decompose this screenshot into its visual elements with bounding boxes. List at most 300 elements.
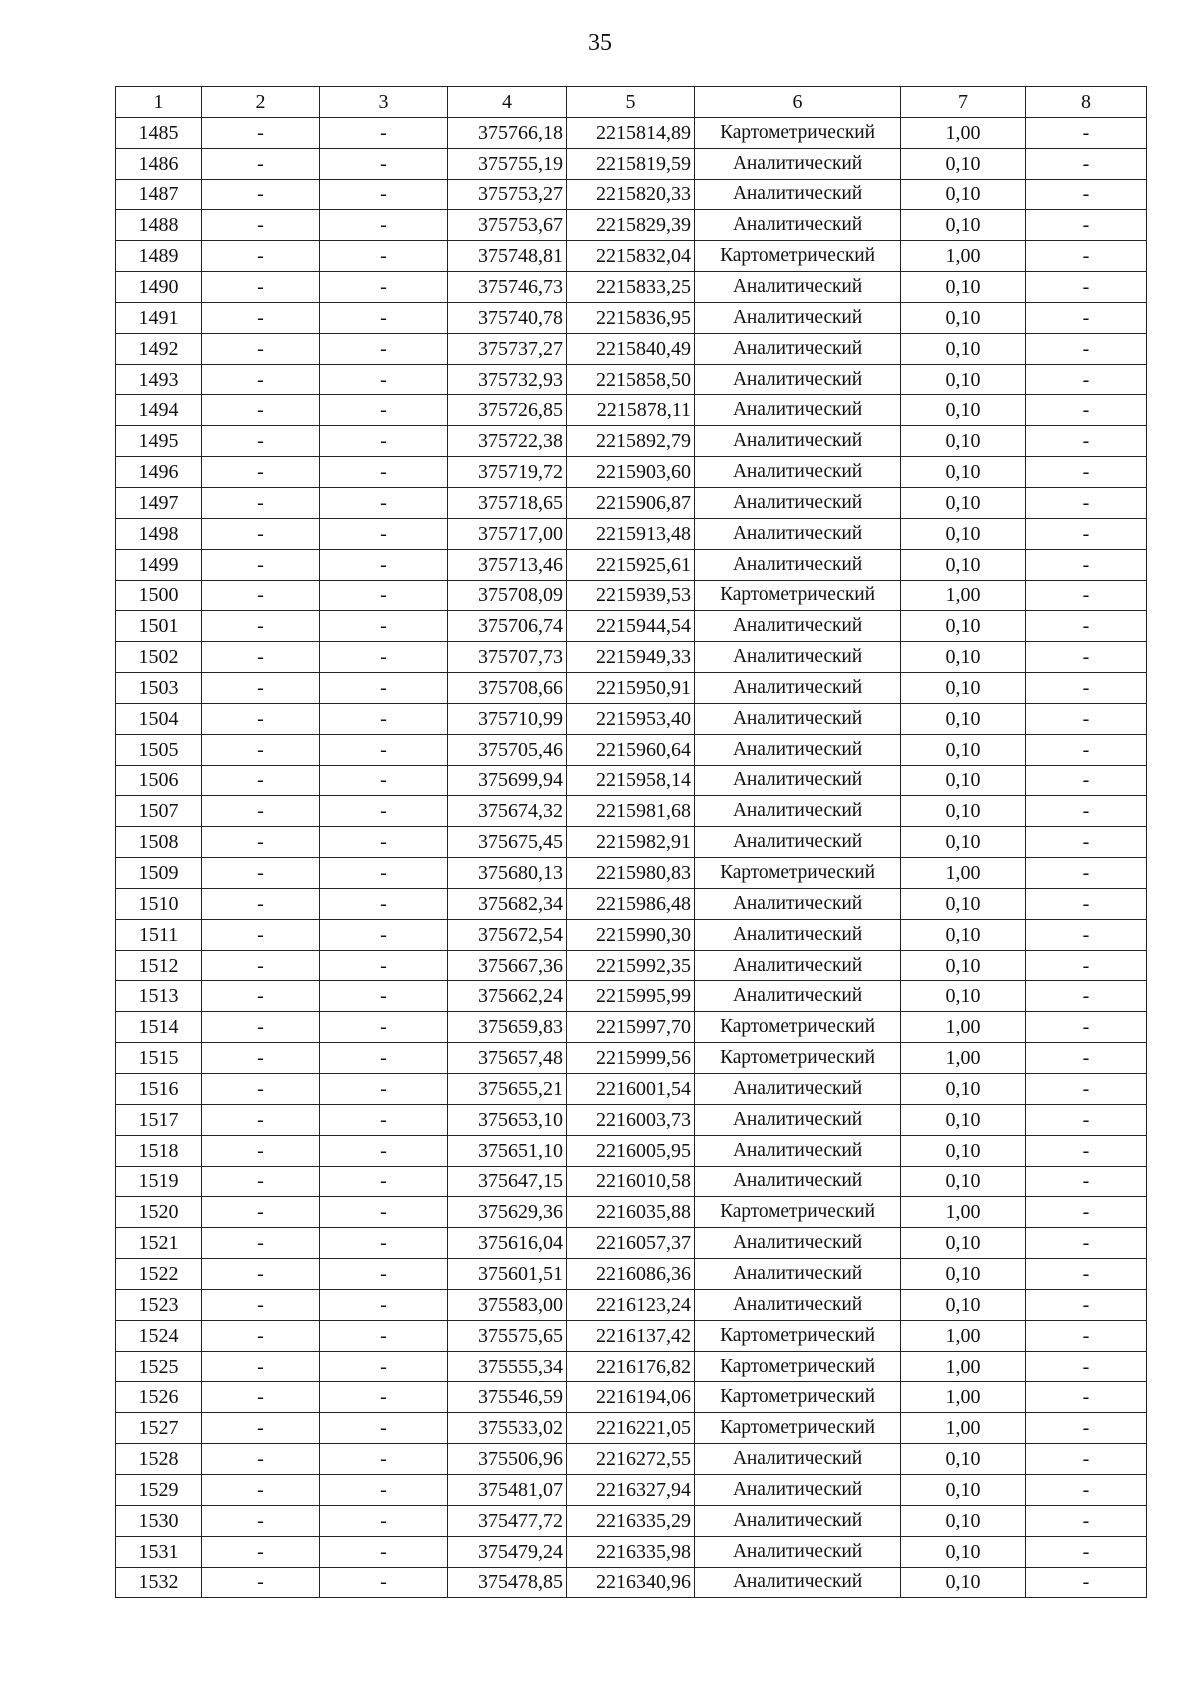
x-coordinate-cell: 375726,85	[448, 395, 567, 426]
col3-cell: -	[320, 1228, 448, 1259]
x-coordinate-cell: 375533,02	[448, 1413, 567, 1444]
table-row	[116, 765, 1147, 796]
col3-cell: -	[320, 1320, 448, 1351]
x-coordinate-cell: 375629,36	[448, 1197, 567, 1228]
table-row	[116, 117, 1147, 148]
col2-cell: -	[202, 1074, 320, 1105]
y-coordinate-cell: 2215949,33	[567, 642, 695, 673]
x-coordinate-cell: 375719,72	[448, 457, 567, 488]
y-coordinate-cell: 2215982,91	[567, 827, 695, 858]
table-row	[116, 1104, 1147, 1135]
col8-cell: -	[1026, 117, 1147, 148]
method-cell: Аналитический	[695, 210, 901, 241]
x-coordinate-cell: 375575,65	[448, 1320, 567, 1351]
method-cell: Картометрический	[695, 1043, 901, 1074]
accuracy-cell: 1,00	[901, 1382, 1026, 1413]
y-coordinate-cell: 2215960,64	[567, 734, 695, 765]
col2-cell: -	[202, 1444, 320, 1475]
table-row	[116, 642, 1147, 673]
point-number-cell: 1490	[116, 272, 202, 303]
col2-cell: -	[202, 1043, 320, 1074]
col8-cell: -	[1026, 673, 1147, 704]
x-coordinate-cell: 375477,72	[448, 1505, 567, 1536]
accuracy-cell: 0,10	[901, 796, 1026, 827]
col8-cell: -	[1026, 1320, 1147, 1351]
x-coordinate-cell: 375732,93	[448, 364, 567, 395]
col2-cell: -	[202, 888, 320, 919]
method-cell: Картометрический	[695, 858, 901, 889]
col3-cell: -	[320, 827, 448, 858]
col3-cell: -	[320, 1351, 448, 1382]
point-number-cell: 1501	[116, 611, 202, 642]
col2-cell: -	[202, 1351, 320, 1382]
point-number-cell: 1518	[116, 1135, 202, 1166]
method-cell: Аналитический	[695, 272, 901, 303]
x-coordinate-cell: 375746,73	[448, 272, 567, 303]
col2-cell: -	[202, 1166, 320, 1197]
point-number-cell: 1513	[116, 981, 202, 1012]
col2-cell: -	[202, 827, 320, 858]
col3-cell: -	[320, 950, 448, 981]
x-coordinate-cell: 375481,07	[448, 1474, 567, 1505]
col8-cell: -	[1026, 981, 1147, 1012]
table-row	[116, 1259, 1147, 1290]
col8-cell: -	[1026, 364, 1147, 395]
method-cell: Аналитический	[695, 1444, 901, 1475]
accuracy-cell: 1,00	[901, 1351, 1026, 1382]
accuracy-cell: 1,00	[901, 580, 1026, 611]
method-cell: Аналитический	[695, 1166, 901, 1197]
method-cell: Аналитический	[695, 673, 901, 704]
col3-cell: -	[320, 703, 448, 734]
col8-cell: -	[1026, 148, 1147, 179]
method-cell: Аналитический	[695, 611, 901, 642]
x-coordinate-cell: 375753,67	[448, 210, 567, 241]
x-coordinate-cell: 375680,13	[448, 858, 567, 889]
col3-cell: -	[320, 642, 448, 673]
col3-cell: -	[320, 302, 448, 333]
point-number-cell: 1520	[116, 1197, 202, 1228]
point-number-cell: 1495	[116, 426, 202, 457]
col8-cell: -	[1026, 1197, 1147, 1228]
point-number-cell: 1496	[116, 457, 202, 488]
col3-cell: -	[320, 888, 448, 919]
y-coordinate-cell: 2215836,95	[567, 302, 695, 333]
method-cell: Картометрический	[695, 580, 901, 611]
method-cell: Аналитический	[695, 179, 901, 210]
y-coordinate-cell: 2215833,25	[567, 272, 695, 303]
method-cell: Картометрический	[695, 117, 901, 148]
table-row	[116, 734, 1147, 765]
accuracy-cell: 1,00	[901, 1320, 1026, 1351]
col3-cell: -	[320, 210, 448, 241]
y-coordinate-cell: 2216057,37	[567, 1228, 695, 1259]
accuracy-cell: 0,10	[901, 765, 1026, 796]
point-number-cell: 1494	[116, 395, 202, 426]
method-cell: Аналитический	[695, 919, 901, 950]
col2-cell: -	[202, 179, 320, 210]
method-cell: Аналитический	[695, 1567, 901, 1598]
point-number-cell: 1529	[116, 1474, 202, 1505]
col2-cell: -	[202, 272, 320, 303]
method-cell: Аналитический	[695, 148, 901, 179]
y-coordinate-cell: 2216194,06	[567, 1382, 695, 1413]
y-coordinate-cell: 2215814,89	[567, 117, 695, 148]
col3-cell: -	[320, 1536, 448, 1567]
col8-cell: -	[1026, 426, 1147, 457]
table-row	[116, 333, 1147, 364]
x-coordinate-cell: 375672,54	[448, 919, 567, 950]
table-row	[116, 703, 1147, 734]
y-coordinate-cell: 2216221,05	[567, 1413, 695, 1444]
method-cell: Аналитический	[695, 1289, 901, 1320]
col8-cell: -	[1026, 1289, 1147, 1320]
col2-cell: -	[202, 734, 320, 765]
table-row	[116, 1413, 1147, 1444]
y-coordinate-cell: 2216003,73	[567, 1104, 695, 1135]
col8-cell: -	[1026, 1567, 1147, 1598]
y-coordinate-cell: 2215878,11	[567, 395, 695, 426]
y-coordinate-cell: 2215981,68	[567, 796, 695, 827]
accuracy-cell: 0,10	[901, 148, 1026, 179]
x-coordinate-cell: 375478,85	[448, 1567, 567, 1598]
y-coordinate-cell: 2215950,91	[567, 673, 695, 704]
point-number-cell: 1502	[116, 642, 202, 673]
table-row	[116, 1382, 1147, 1413]
y-coordinate-cell: 2215820,33	[567, 179, 695, 210]
x-coordinate-cell: 375659,83	[448, 1012, 567, 1043]
point-number-cell: 1515	[116, 1043, 202, 1074]
accuracy-cell: 0,10	[901, 1474, 1026, 1505]
accuracy-cell: 0,10	[901, 210, 1026, 241]
accuracy-cell: 0,10	[901, 919, 1026, 950]
col8-cell: -	[1026, 642, 1147, 673]
accuracy-cell: 0,10	[901, 1289, 1026, 1320]
x-coordinate-cell: 375583,00	[448, 1289, 567, 1320]
point-number-cell: 1522	[116, 1259, 202, 1290]
point-number-cell: 1507	[116, 796, 202, 827]
y-coordinate-cell: 2216035,88	[567, 1197, 695, 1228]
y-coordinate-cell: 2215986,48	[567, 888, 695, 919]
col3-cell: -	[320, 1197, 448, 1228]
method-cell: Аналитический	[695, 487, 901, 518]
method-cell: Аналитический	[695, 703, 901, 734]
col3-cell: -	[320, 1567, 448, 1598]
table-row	[116, 302, 1147, 333]
col8-cell: -	[1026, 272, 1147, 303]
column-header: 6	[695, 87, 901, 118]
y-coordinate-cell: 2216086,36	[567, 1259, 695, 1290]
point-number-cell: 1512	[116, 950, 202, 981]
method-cell: Картометрический	[695, 1382, 901, 1413]
col8-cell: -	[1026, 1104, 1147, 1135]
accuracy-cell: 1,00	[901, 117, 1026, 148]
table-row	[116, 1505, 1147, 1536]
column-header: 8	[1026, 87, 1147, 118]
col3-cell: -	[320, 457, 448, 488]
accuracy-cell: 0,10	[901, 734, 1026, 765]
accuracy-cell: 1,00	[901, 1413, 1026, 1444]
method-cell: Аналитический	[695, 1505, 901, 1536]
col8-cell: -	[1026, 919, 1147, 950]
point-number-cell: 1516	[116, 1074, 202, 1105]
col3-cell: -	[320, 765, 448, 796]
x-coordinate-cell: 375699,94	[448, 765, 567, 796]
col2-cell: -	[202, 549, 320, 580]
accuracy-cell: 1,00	[901, 858, 1026, 889]
y-coordinate-cell: 2215892,79	[567, 426, 695, 457]
x-coordinate-cell: 375713,46	[448, 549, 567, 580]
accuracy-cell: 0,10	[901, 1505, 1026, 1536]
col3-cell: -	[320, 364, 448, 395]
y-coordinate-cell: 2216001,54	[567, 1074, 695, 1105]
x-coordinate-cell: 375705,46	[448, 734, 567, 765]
x-coordinate-cell: 375657,48	[448, 1043, 567, 1074]
x-coordinate-cell: 375479,24	[448, 1536, 567, 1567]
col2-cell: -	[202, 364, 320, 395]
x-coordinate-cell: 375707,73	[448, 642, 567, 673]
x-coordinate-cell: 375616,04	[448, 1228, 567, 1259]
accuracy-cell: 0,10	[901, 1104, 1026, 1135]
table-row	[116, 1012, 1147, 1043]
col3-cell: -	[320, 1505, 448, 1536]
col2-cell: -	[202, 796, 320, 827]
table-row	[116, 1444, 1147, 1475]
column-header: 4	[448, 87, 567, 118]
col2-cell: -	[202, 241, 320, 272]
col8-cell: -	[1026, 210, 1147, 241]
col2-cell: -	[202, 642, 320, 673]
y-coordinate-cell: 2215980,83	[567, 858, 695, 889]
col8-cell: -	[1026, 1228, 1147, 1259]
col3-cell: -	[320, 1259, 448, 1290]
col3-cell: -	[320, 395, 448, 426]
col3-cell: -	[320, 734, 448, 765]
y-coordinate-cell: 2215995,99	[567, 981, 695, 1012]
x-coordinate-cell: 375755,19	[448, 148, 567, 179]
table-row	[116, 1074, 1147, 1105]
accuracy-cell: 0,10	[901, 703, 1026, 734]
x-coordinate-cell: 375740,78	[448, 302, 567, 333]
accuracy-cell: 1,00	[901, 241, 1026, 272]
x-coordinate-cell: 375748,81	[448, 241, 567, 272]
accuracy-cell: 1,00	[901, 1043, 1026, 1074]
column-header: 2	[202, 87, 320, 118]
accuracy-cell: 0,10	[901, 673, 1026, 704]
col2-cell: -	[202, 1012, 320, 1043]
y-coordinate-cell: 2216272,55	[567, 1444, 695, 1475]
col3-cell: -	[320, 1135, 448, 1166]
accuracy-cell: 0,10	[901, 642, 1026, 673]
col2-cell: -	[202, 302, 320, 333]
point-number-cell: 1498	[116, 518, 202, 549]
accuracy-cell: 0,10	[901, 1536, 1026, 1567]
x-coordinate-cell: 375708,09	[448, 580, 567, 611]
y-coordinate-cell: 2216123,24	[567, 1289, 695, 1320]
accuracy-cell: 0,10	[901, 302, 1026, 333]
x-coordinate-cell: 375651,10	[448, 1135, 567, 1166]
table-row	[116, 395, 1147, 426]
accuracy-cell: 0,10	[901, 395, 1026, 426]
table-row	[116, 1197, 1147, 1228]
point-number-cell: 1511	[116, 919, 202, 950]
accuracy-cell: 0,10	[901, 1166, 1026, 1197]
table-row	[116, 210, 1147, 241]
method-cell: Аналитический	[695, 364, 901, 395]
col2-cell: -	[202, 518, 320, 549]
accuracy-cell: 0,10	[901, 179, 1026, 210]
y-coordinate-cell: 2215840,49	[567, 333, 695, 364]
y-coordinate-cell: 2215819,59	[567, 148, 695, 179]
table-row	[116, 487, 1147, 518]
accuracy-cell: 0,10	[901, 827, 1026, 858]
method-cell: Аналитический	[695, 734, 901, 765]
accuracy-cell: 0,10	[901, 1228, 1026, 1259]
method-cell: Аналитический	[695, 333, 901, 364]
x-coordinate-cell: 375667,36	[448, 950, 567, 981]
y-coordinate-cell: 2216005,95	[567, 1135, 695, 1166]
point-number-cell: 1499	[116, 549, 202, 580]
table-row	[116, 1166, 1147, 1197]
col3-cell: -	[320, 796, 448, 827]
table-row	[116, 580, 1147, 611]
col3-cell: -	[320, 981, 448, 1012]
col3-cell: -	[320, 241, 448, 272]
x-coordinate-cell: 375722,38	[448, 426, 567, 457]
x-coordinate-cell: 375546,59	[448, 1382, 567, 1413]
col8-cell: -	[1026, 1382, 1147, 1413]
col2-cell: -	[202, 703, 320, 734]
y-coordinate-cell: 2216340,96	[567, 1567, 695, 1598]
col3-cell: -	[320, 272, 448, 303]
y-coordinate-cell: 2215997,70	[567, 1012, 695, 1043]
col8-cell: -	[1026, 1444, 1147, 1475]
table-header-row	[116, 87, 1147, 118]
table-row	[116, 1289, 1147, 1320]
col8-cell: -	[1026, 858, 1147, 889]
table-row	[116, 179, 1147, 210]
col2-cell: -	[202, 1567, 320, 1598]
x-coordinate-cell: 375753,27	[448, 179, 567, 210]
x-coordinate-cell: 375555,34	[448, 1351, 567, 1382]
table-row	[116, 364, 1147, 395]
point-number-cell: 1519	[116, 1166, 202, 1197]
method-cell: Аналитический	[695, 395, 901, 426]
method-cell: Аналитический	[695, 1074, 901, 1105]
y-coordinate-cell: 2215944,54	[567, 611, 695, 642]
table-row	[116, 673, 1147, 704]
point-number-cell: 1524	[116, 1320, 202, 1351]
col8-cell: -	[1026, 827, 1147, 858]
method-cell: Аналитический	[695, 518, 901, 549]
method-cell: Аналитический	[695, 981, 901, 1012]
col3-cell: -	[320, 673, 448, 704]
method-cell: Аналитический	[695, 888, 901, 919]
accuracy-cell: 0,10	[901, 888, 1026, 919]
column-header: 7	[901, 87, 1026, 118]
table-row	[116, 457, 1147, 488]
point-number-cell: 1527	[116, 1413, 202, 1444]
point-number-cell: 1521	[116, 1228, 202, 1259]
coordinates-table	[115, 86, 1147, 1598]
table-row	[116, 919, 1147, 950]
point-number-cell: 1497	[116, 487, 202, 518]
point-number-cell: 1517	[116, 1104, 202, 1135]
point-number-cell: 1509	[116, 858, 202, 889]
col3-cell: -	[320, 580, 448, 611]
point-number-cell: 1492	[116, 333, 202, 364]
y-coordinate-cell: 2215858,50	[567, 364, 695, 395]
col3-cell: -	[320, 1382, 448, 1413]
method-cell: Аналитический	[695, 1259, 901, 1290]
point-number-cell: 1488	[116, 210, 202, 241]
table-row	[116, 611, 1147, 642]
col8-cell: -	[1026, 611, 1147, 642]
x-coordinate-cell: 375662,24	[448, 981, 567, 1012]
col2-cell: -	[202, 1228, 320, 1259]
col2-cell: -	[202, 1289, 320, 1320]
x-coordinate-cell: 375710,99	[448, 703, 567, 734]
point-number-cell: 1506	[116, 765, 202, 796]
y-coordinate-cell: 2215939,53	[567, 580, 695, 611]
accuracy-cell: 0,10	[901, 1567, 1026, 1598]
method-cell: Картометрический	[695, 1413, 901, 1444]
table-row	[116, 1536, 1147, 1567]
method-cell: Картометрический	[695, 1012, 901, 1043]
col2-cell: -	[202, 1505, 320, 1536]
col8-cell: -	[1026, 395, 1147, 426]
accuracy-cell: 0,10	[901, 1444, 1026, 1475]
col3-cell: -	[320, 1289, 448, 1320]
x-coordinate-cell: 375675,45	[448, 827, 567, 858]
method-cell: Аналитический	[695, 1474, 901, 1505]
col2-cell: -	[202, 210, 320, 241]
col2-cell: -	[202, 611, 320, 642]
point-number-cell: 1525	[116, 1351, 202, 1382]
x-coordinate-cell: 375682,34	[448, 888, 567, 919]
col8-cell: -	[1026, 734, 1147, 765]
accuracy-cell: 0,10	[901, 364, 1026, 395]
accuracy-cell: 0,10	[901, 549, 1026, 580]
col8-cell: -	[1026, 796, 1147, 827]
col8-cell: -	[1026, 950, 1147, 981]
point-number-cell: 1531	[116, 1536, 202, 1567]
x-coordinate-cell: 375653,10	[448, 1104, 567, 1135]
method-cell: Аналитический	[695, 1104, 901, 1135]
point-number-cell: 1489	[116, 241, 202, 272]
accuracy-cell: 0,10	[901, 1135, 1026, 1166]
x-coordinate-cell: 375766,18	[448, 117, 567, 148]
y-coordinate-cell: 2215992,35	[567, 950, 695, 981]
table-row	[116, 950, 1147, 981]
table-row	[116, 827, 1147, 858]
col2-cell: -	[202, 1536, 320, 1567]
point-number-cell: 1505	[116, 734, 202, 765]
point-number-cell: 1487	[116, 179, 202, 210]
x-coordinate-cell: 375674,32	[448, 796, 567, 827]
col2-cell: -	[202, 426, 320, 457]
col8-cell: -	[1026, 1166, 1147, 1197]
point-number-cell: 1504	[116, 703, 202, 734]
accuracy-cell: 0,10	[901, 1074, 1026, 1105]
col3-cell: -	[320, 1104, 448, 1135]
point-number-cell: 1526	[116, 1382, 202, 1413]
point-number-cell: 1510	[116, 888, 202, 919]
x-coordinate-cell: 375718,65	[448, 487, 567, 518]
col3-cell: -	[320, 1043, 448, 1074]
col2-cell: -	[202, 673, 320, 704]
method-cell: Аналитический	[695, 302, 901, 333]
